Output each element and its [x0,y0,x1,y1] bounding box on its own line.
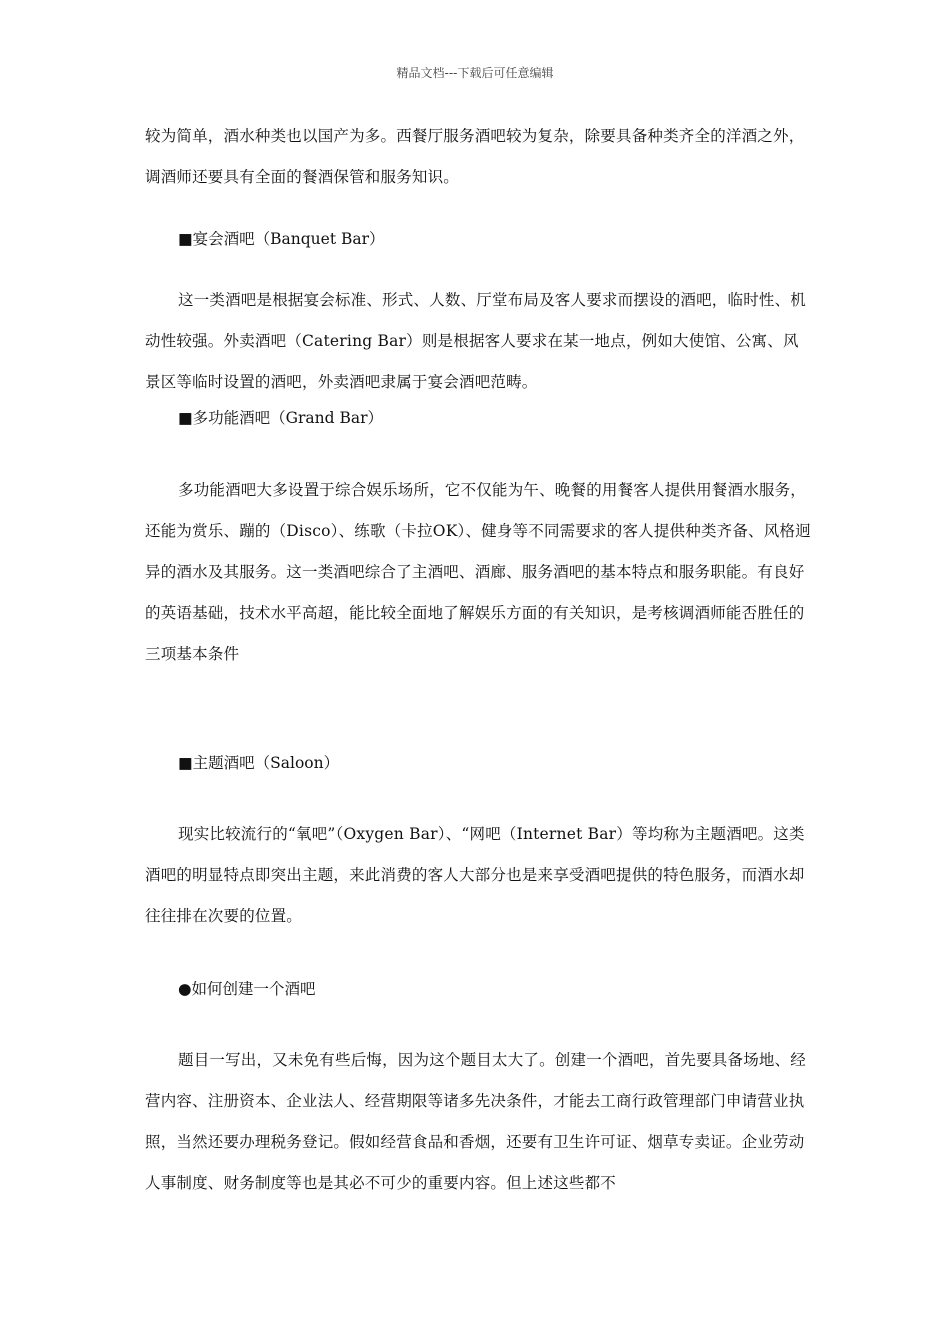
paragraph-banquet-bar: 这一类酒吧是根据宴会标准、形式、人数、厅堂布局及客人要求而摆设的酒吧，临时性、机动性较强。外卖酒吧（Catering Bar）则是根据客人要求在某一地点，例如大使馆、公寓、风景区等临时设置的酒吧，外卖酒吧隶属于宴会酒吧范畴。 [145,291,807,391]
heading-how-to-build-bar: ●如何创建一个酒吧 [178,980,316,998]
paragraph-bar-intro-continued: 较为简单，酒水种类也以国产为多。西餐厅服务酒吧较为复杂，除要具备种类齐全的洋酒之外，调酒师还要具有全面的餐酒保管和服务知识。 [145,127,805,186]
paragraph-saloon: 现实比较流行的“氧吧”（Oxygen Bar）、“网吧（Internet Bar）等均称为主题酒吧。这类酒吧的明显特点即突出主题，来此消费的客人大部分也是来享受酒吧提供的特色服务，而酒水却往往排在次要的位置。 [145,825,805,925]
paragraph-how-to-build-bar: 题目一写出，又未免有些后悔，因为这个题目太大了。创建一个酒吧，首先要具备场地、经营内容、注册资本、企业法人、经营期限等诸多先决条件，才能去工商行政管理部门申请营业执照，当然还要办理税务登记。假如经营食品和香烟，还要有卫生许可证、烟草专卖证。企业劳动人事制度、财务制度等也是其必不可少的重要内容。但上述这些都不 [145,1051,807,1192]
heading-grand-bar: ■多功能酒吧（Grand Bar） [178,409,384,427]
page-header: 精品文档---下载后可任意编辑 [396,66,554,80]
paragraph-grand-bar: 多功能酒吧大多设置于综合娱乐场所，它不仅能为午、晚餐的用餐客人提供用餐酒水服务，还能为赏乐、蹦的（Disco）、练歌（卡拉OK）、健身等不同需要求的客人提供种类齐备、风格迥异的酒水及其服务。这一类酒吧综合了主酒吧、酒廊、服务酒吧的基本特点和服务职能。有良好的英语基础，技术水平高超，能比较全面地了解娱乐方面的有关知识，是考核调酒师能否胜任的三项基本条件 [145,481,811,663]
heading-saloon: ■主题酒吧（Saloon） [178,754,340,772]
heading-banquet-bar: ■宴会酒吧（Banquet Bar） [178,230,385,248]
